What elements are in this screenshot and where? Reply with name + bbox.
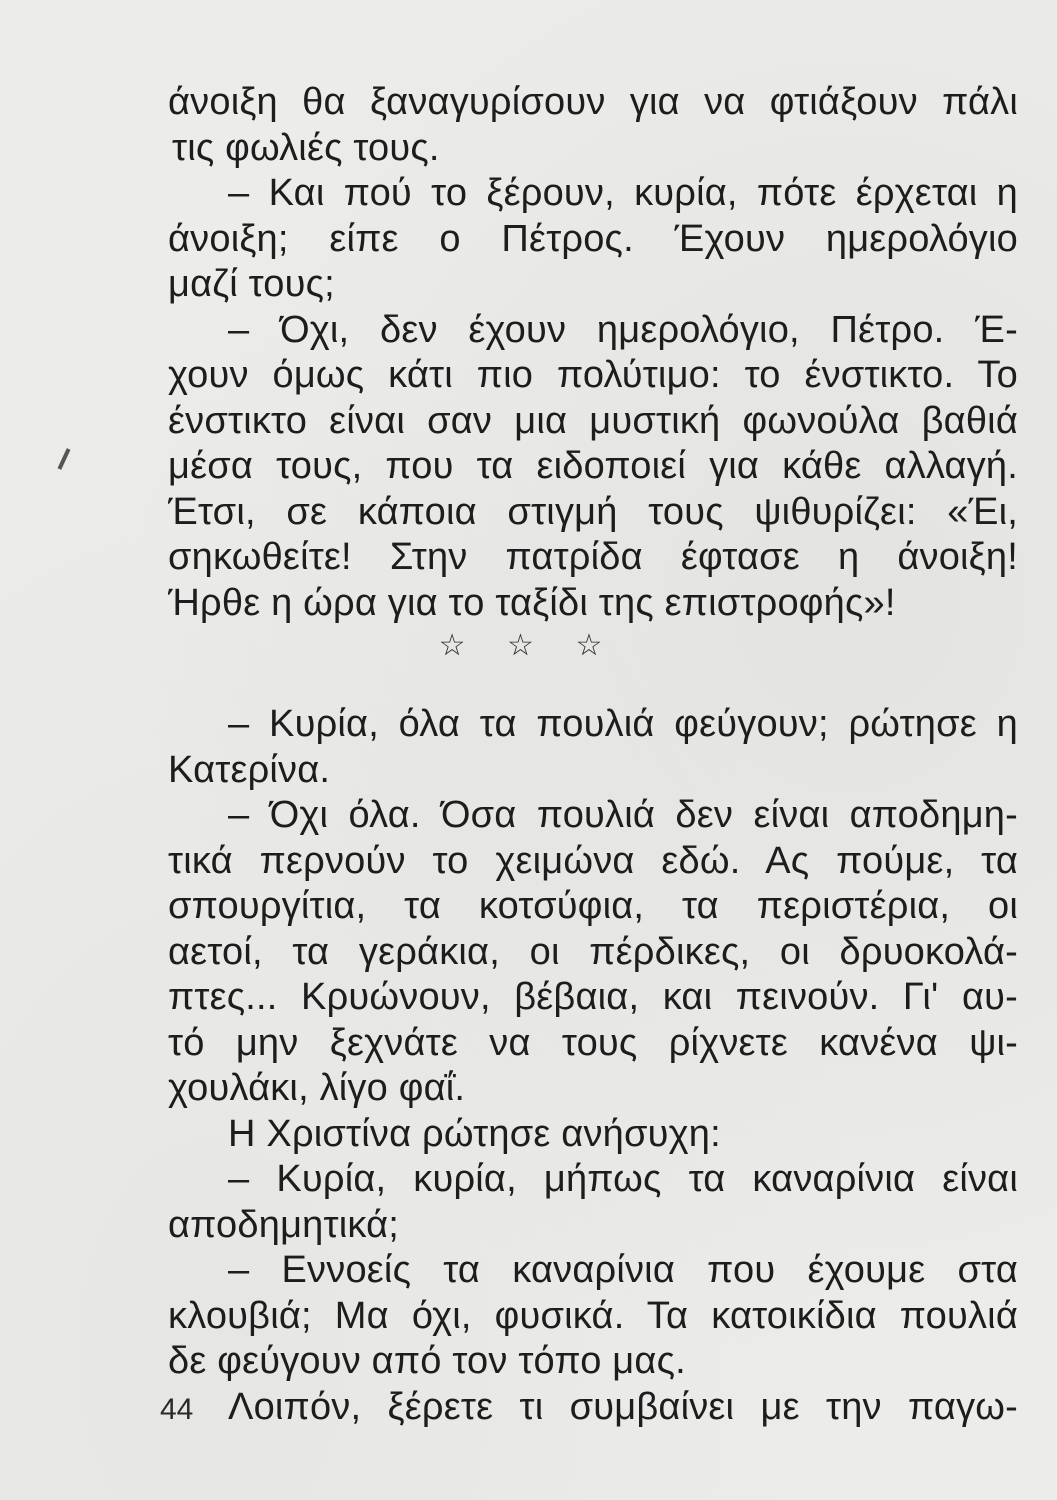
text-line: – Όχι, δεν έχουν ημερολόγιο, Πέτρο. Έ- — [228, 308, 1018, 351]
text-line: πτες... Κρυώνουν, βέβαια, και πεινούν. Γι' αυ- — [168, 976, 1018, 1018]
text-line: άνοιξη θα ξαναγυρίσουν για να φτιάξουν πάλι — [168, 81, 1018, 123]
text-line: χουν όμως κάτι πιο πολύτιμο: το ένστικτο. Το — [168, 354, 1018, 396]
text-line: ένστικτο είναι σαν μια μυστική φωνούλα βαθιά — [168, 399, 1018, 442]
text-line: – Κυρία, κυρία, μήπως τα καναρίνια είναι — [228, 1158, 1018, 1200]
text-line: τις φωλιές τους. — [172, 126, 440, 169]
text-line: – Και πού το ξέρουν, κυρία, πότε έρχεται η — [228, 172, 1018, 214]
text-line: άνοιξη; είπε ο Πέτρος. Έχουν ημερολόγιο — [168, 217, 1018, 260]
text-line: – Όχι όλα. Όσα πουλιά δεν είναι αποδημη- — [228, 794, 1018, 836]
text-block-bottom — [168, 702, 1018, 1430]
text-line: Λοιπόν, ξέρετε τι συμβαίνει με την παγω- — [228, 1385, 1018, 1428]
text-line: τικά περνούν το χειμώνα εδώ. Ας πούμε, τα — [168, 839, 1018, 882]
text-line: χουλάκι, λίγο φαΐ. — [168, 1067, 466, 1109]
section-separator-stars: ☆ ☆ ☆ — [438, 628, 619, 663]
text-line: κλουβιά; Μα όχι, φυσικά. Τα κατοικίδια πουλιά — [168, 1294, 1018, 1337]
text-line: μαζί τους; — [168, 263, 335, 305]
text-line: αετοί, τα γεράκια, οι πέρδικες, οι δρυοκολά- — [168, 930, 1018, 973]
text-line: – Εννοείς τα καναρίνια που έχουμε στα — [228, 1249, 1018, 1291]
text-line: τό μην ξεχνάτε να τους ρίχνετε κανένα ψι- — [168, 1021, 1018, 1064]
text-line: Ήρθε η ώρα για το ταξίδι της επιστροφής»! — [168, 581, 896, 624]
text-line: δε φεύγουν από τον τόπο μας. — [168, 1340, 686, 1382]
text-block-top — [168, 80, 1018, 626]
text-line: σηκωθείτε! Στην πατρίδα έφτασε η άνοιξη! — [168, 536, 1018, 578]
text-line: αποδημητικά; — [168, 1203, 400, 1246]
text-line: – Κυρία, όλα τα πουλιά φεύγουν; ρώτησε η — [228, 703, 1018, 745]
text-line: Έτσι, σε κάποια στιγμή τους ψιθυρίζει: «Έι, — [168, 490, 1018, 533]
text-line: μέσα τους, που τα ειδοποιεί για κάθε αλλαγή. — [168, 445, 1018, 487]
margin-pen-mark — [58, 448, 71, 470]
text-line: σπουργίτια, τα κοτσύφια, τα περιστέρια, οι — [168, 885, 1018, 927]
text-line: Κατερίνα. — [168, 748, 331, 791]
text-line: Η Χριστίνα ρώτησε ανήσυχη: — [228, 1112, 721, 1155]
page-number: 44 — [160, 1393, 194, 1426]
